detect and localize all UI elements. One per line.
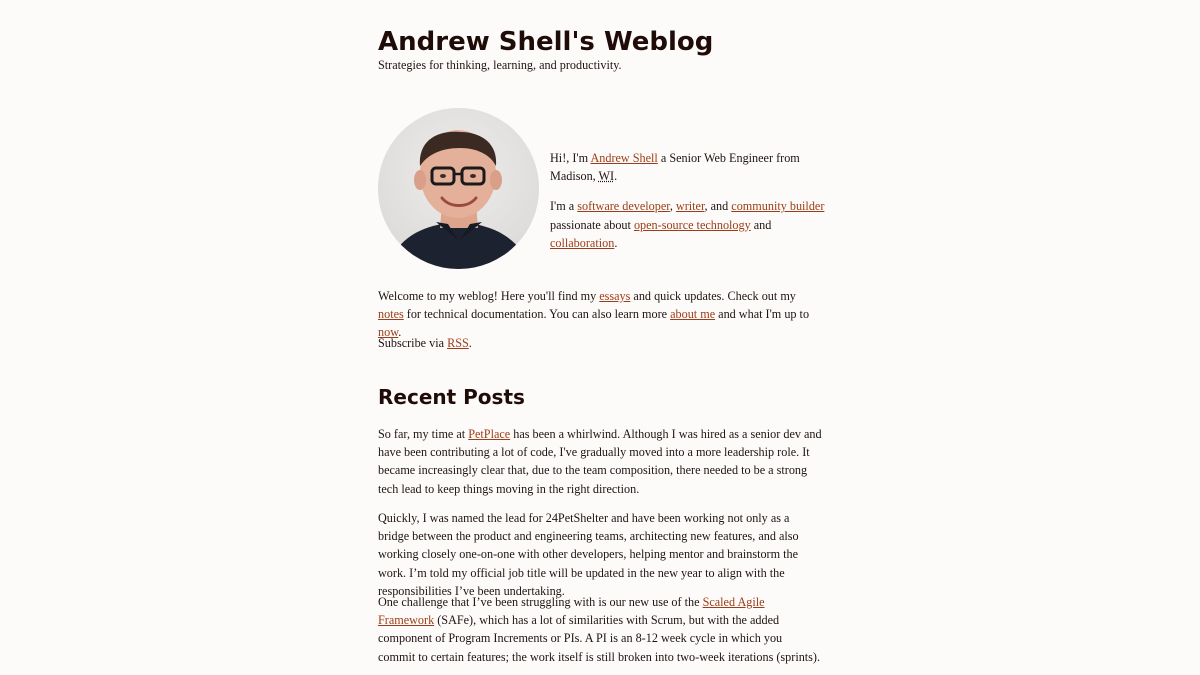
intro-text xyxy=(550,149,826,264)
community-builder-link[interactable]: community builder xyxy=(731,199,825,214)
state-abbreviation: WI xyxy=(598,169,615,184)
collaboration-link[interactable]: collaboration xyxy=(550,235,615,250)
rss-link[interactable]: RSS xyxy=(447,336,469,350)
post-paragraph-3: One challenge that I’ve been struggling with is our new use of the Scaled Agile Framework (SAFe), which has a lot of similarities with Scrum, but with the added component of Program Increments or PIs. A PI is an 8-12 week cycle in which you commit to certain features; the work itself is still broken into two-week iterations (sprints). xyxy=(378,595,821,664)
welcome-paragraph: Welcome to my weblog! Here you'll find my essays and quick updates. Check out my notes for technical documentation. You can also learn more about me and what I'm up to now. xyxy=(378,289,810,340)
essays-link[interactable]: essays xyxy=(599,289,631,303)
profile-photo-image xyxy=(378,108,539,269)
post-paragraph-1: So far, my time at PetPlace has been a whirlwind. Although I was hired as a senior dev and have been contributing a lot of code, I've gradually moved into a more leadership role. It became increasingly clear that, due to the team composition, there needed to be a strong tech lead to keep things moving in the right direction. xyxy=(378,427,822,496)
software-developer-link[interactable]: software developer xyxy=(577,199,670,214)
intro-paragraph-2: I'm a software developer, writer, and community builder passionate about open-source technology and collaboration. xyxy=(550,199,825,250)
writer-link[interactable]: writer xyxy=(675,199,705,214)
avatar xyxy=(378,108,539,269)
open-source-technology-link[interactable]: open-source technology xyxy=(633,217,751,232)
petplace-link[interactable]: PetPlace xyxy=(468,427,511,441)
about-me-link[interactable]: about me xyxy=(670,307,716,322)
site-tagline: Strategies for thinking, learning, and productivity. xyxy=(378,58,622,72)
author-name-link[interactable]: Andrew Shell xyxy=(590,151,658,165)
site-title[interactable]: Andrew Shell's Weblog xyxy=(378,27,714,57)
now-link[interactable]: now xyxy=(378,325,399,340)
intro-paragraph-1: Hi!, I'm Andrew Shell a Senior Web Engineer from Madison, WI. xyxy=(550,151,800,184)
recent-posts-heading: Recent Posts xyxy=(378,385,525,409)
subscribe-line: Subscribe via RSS. xyxy=(378,336,472,350)
scaled-agile-framework-link[interactable]: Scaled Agile Framework xyxy=(378,595,765,628)
notes-link[interactable]: notes xyxy=(378,307,404,322)
post-paragraph-2: Quickly, I was named the lead for 24PetShelter and have been working not only as a bridge between the product and engineering teams, architecting new features, and also working closely one-on-one with other developers, helping mentor and brainstorm the work. I’m told my official job title will be updated in the new year to align with the responsibilities I’ve been undertaking. xyxy=(378,511,799,598)
